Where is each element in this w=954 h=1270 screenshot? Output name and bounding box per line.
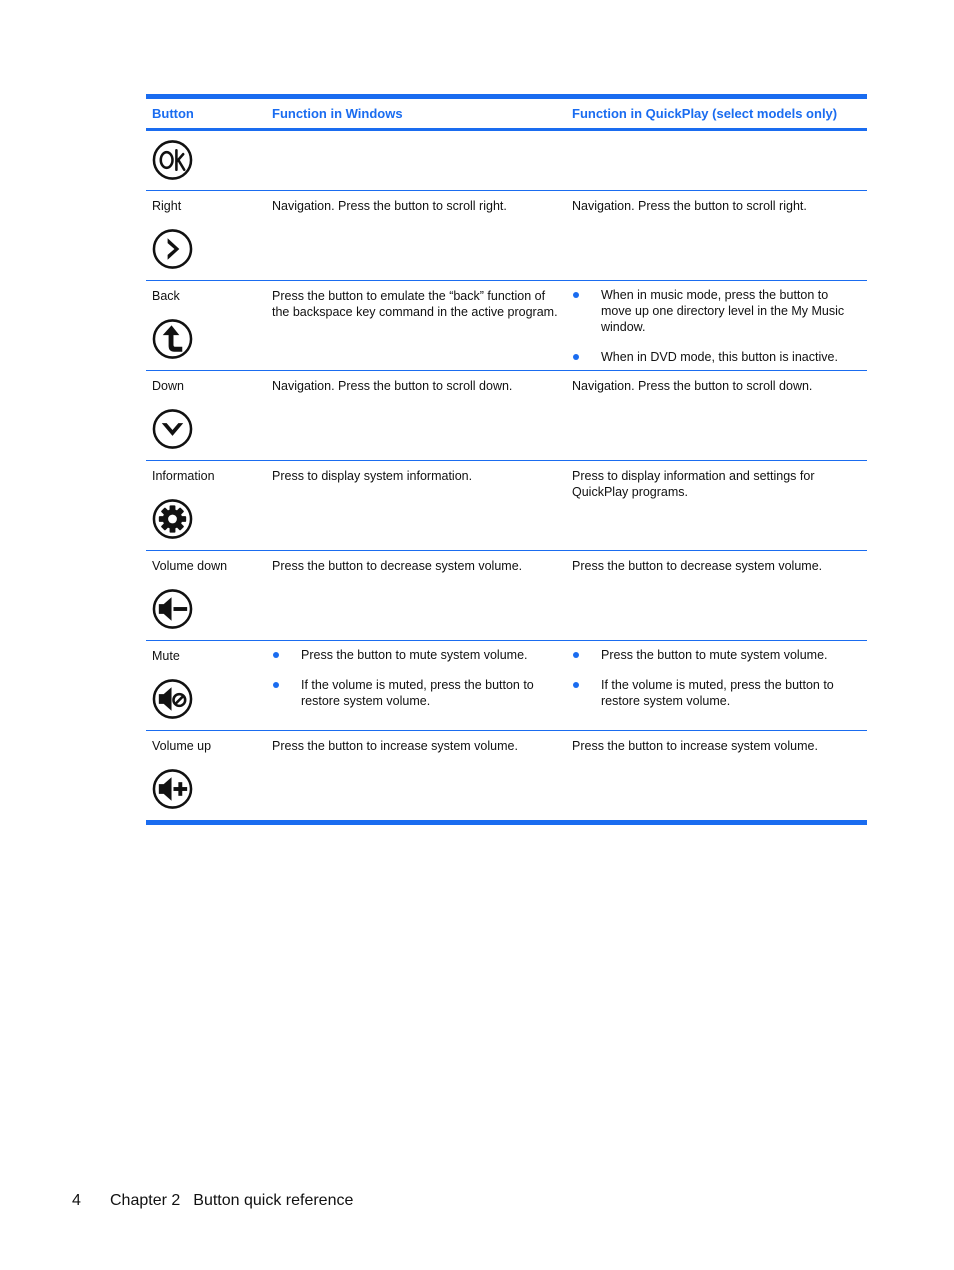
right-arrow-button-icon bbox=[152, 228, 193, 270]
button-name: Down bbox=[152, 379, 184, 393]
button-cell bbox=[146, 130, 266, 191]
bullet-list bbox=[572, 647, 861, 709]
bullet-list bbox=[272, 647, 560, 709]
quickplay-function-cell bbox=[566, 130, 867, 191]
windows-function-cell: Navigation. Press the button to scroll down. bbox=[266, 371, 566, 461]
windows-function-cell bbox=[266, 641, 566, 731]
ok-button-icon bbox=[152, 139, 193, 181]
bullet-list bbox=[572, 287, 861, 365]
quickplay-function-cell: Navigation. Press the button to scroll right. bbox=[566, 191, 867, 281]
list-item: When in DVD mode, this button is inactive. bbox=[572, 349, 861, 365]
button-cell bbox=[146, 371, 266, 461]
button-cell bbox=[146, 281, 266, 371]
button-cell bbox=[146, 461, 266, 551]
button-cell bbox=[146, 641, 266, 731]
table-row bbox=[146, 461, 867, 551]
page-number: 4 bbox=[72, 1192, 81, 1209]
table-row bbox=[146, 281, 867, 371]
button-cell bbox=[146, 731, 266, 821]
quickplay-function-cell: Press the button to increase system volume. bbox=[572, 739, 818, 753]
table-row bbox=[146, 191, 867, 281]
bullet-icon bbox=[273, 682, 279, 688]
quickplay-function-cell: Press the button to decrease system volume. bbox=[566, 551, 867, 641]
information-gear-button-icon bbox=[152, 498, 193, 540]
table-row bbox=[146, 641, 867, 731]
list-item: If the volume is muted, press the button to restore system volume. bbox=[572, 677, 861, 709]
quickplay-function-cell: Press to display information and settings for QuickPlay programs. bbox=[566, 461, 867, 551]
table-row bbox=[146, 130, 867, 191]
button-name: Information bbox=[152, 469, 215, 483]
table-row bbox=[146, 551, 867, 641]
button-table bbox=[146, 99, 867, 820]
header-function-windows: Function in Windows bbox=[266, 99, 566, 130]
volume-up-button-icon bbox=[152, 768, 193, 810]
page-footer bbox=[72, 1192, 353, 1210]
quickplay-function-cell bbox=[566, 641, 867, 731]
windows-function-cell: Press to display system information. bbox=[266, 461, 566, 551]
down-arrow-button-icon bbox=[152, 408, 193, 450]
quickplay-function-cell: Navigation. Press the button to scroll down. bbox=[566, 371, 867, 461]
windows-function-cell: Navigation. Press the button to scroll right. bbox=[266, 191, 566, 281]
button-name: Right bbox=[152, 199, 182, 213]
button-cell bbox=[146, 551, 266, 641]
windows-function-cell: Press the button to increase system volume. bbox=[272, 739, 518, 753]
list-item: Press the button to mute system volume. bbox=[572, 647, 861, 663]
button-name: Volume up bbox=[152, 739, 212, 753]
chapter-label: Chapter 2 bbox=[110, 1192, 181, 1209]
button-reference-table bbox=[146, 94, 867, 825]
windows-function-cell bbox=[266, 130, 566, 191]
mute-button-icon bbox=[152, 678, 193, 720]
button-name: Back bbox=[152, 289, 180, 303]
button-cell bbox=[146, 191, 266, 281]
windows-function-cell: Press the button to emulate the “back” function of the backspace key command in the active program. bbox=[266, 281, 566, 371]
table-row bbox=[146, 371, 867, 461]
bullet-icon bbox=[573, 652, 579, 658]
list-item: Press the button to mute system volume. bbox=[272, 647, 560, 663]
back-button-icon bbox=[152, 318, 193, 360]
table-row bbox=[146, 731, 867, 821]
bullet-icon bbox=[273, 652, 279, 658]
bullet-icon bbox=[573, 354, 579, 360]
button-name: Volume down bbox=[152, 559, 228, 573]
list-item: When in music mode, press the button to move up one directory level in the My Music window. bbox=[572, 287, 861, 335]
quickplay-function-cell bbox=[566, 281, 867, 371]
list-item: If the volume is muted, press the button to restore system volume. bbox=[272, 677, 560, 709]
volume-down-button-icon bbox=[152, 588, 193, 630]
windows-function-cell: Press the button to decrease system volume. bbox=[266, 551, 566, 641]
bullet-icon bbox=[573, 292, 579, 298]
button-name: Mute bbox=[152, 649, 180, 663]
table-header-row bbox=[146, 99, 867, 130]
bullet-icon bbox=[573, 682, 579, 688]
header-function-quickplay: Function in QuickPlay (select models only) bbox=[566, 99, 867, 130]
chapter-title: Button quick reference bbox=[193, 1192, 354, 1209]
header-button: Button bbox=[146, 99, 266, 130]
